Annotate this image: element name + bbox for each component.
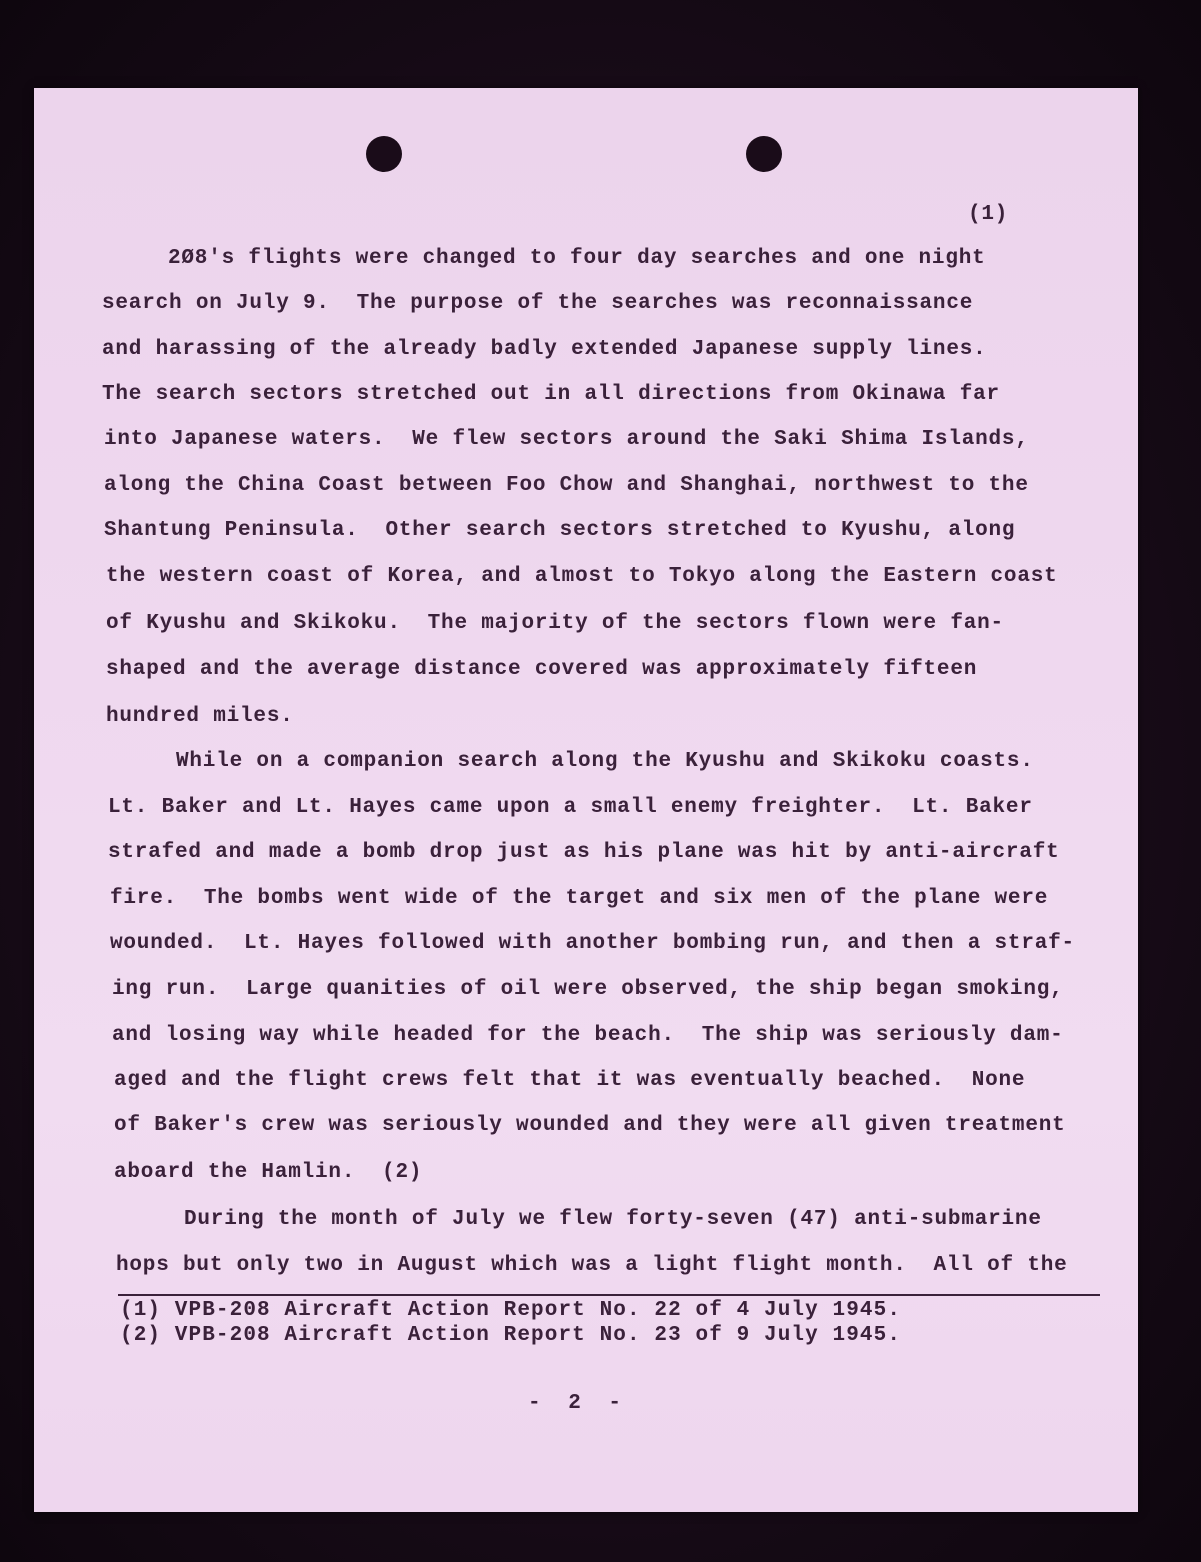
body-line: The search sectors stretched out in all directions from Okinawa far — [102, 383, 1000, 406]
body-line: ing run. Large quanities of oil were observed, the ship began smoking, — [112, 978, 1064, 1001]
body-line: into Japanese waters. We flew sectors around the Saki Shima Islands, — [104, 428, 1029, 451]
footnote-marker-top: (1) — [968, 203, 1009, 226]
body-line: along the China Coast between Foo Chow and Shanghai, northwest to the — [104, 474, 1029, 497]
body-line: Shantung Peninsula. Other search sectors stretched to Kyushu, along — [104, 519, 1016, 542]
page-number: - 2 - — [528, 1392, 622, 1415]
footnote: (1) VPB-208 Aircraft Action Report No. 22 of 4 July 1945. — [120, 1299, 902, 1322]
body-line: and losing way while headed for the beach. The ship was seriously dam- — [112, 1024, 1064, 1047]
body-line: fire. The bombs went wide of the target and six men of the plane were — [110, 887, 1049, 910]
punch-hole-right — [746, 136, 782, 172]
body-line: hops but only two in August which was a light flight month. All of the — [116, 1254, 1068, 1277]
body-line: While on a companion search along the Kyushu and Skikoku coasts. — [176, 750, 1034, 773]
body-line: hundred miles. — [106, 705, 294, 728]
body-line: aboard the Hamlin. (2) — [114, 1161, 423, 1184]
body-line: of Kyushu and Skikoku. The majority of the sectors flown were fan- — [106, 612, 1004, 635]
body-line: search on July 9. The purpose of the searches was reconnaissance — [102, 292, 974, 315]
punch-hole-left — [366, 136, 402, 172]
body-line: and harassing of the already badly extended Japanese supply lines. — [102, 338, 987, 361]
document-page — [34, 88, 1138, 1512]
body-line: aged and the flight crews felt that it was eventually beached. None — [114, 1069, 1026, 1092]
body-line: 2Ø8's flights were changed to four day searches and one night — [168, 247, 986, 270]
body-line: Lt. Baker and Lt. Hayes came upon a small enemy freighter. Lt. Baker — [108, 796, 1033, 819]
footnote-divider — [118, 1294, 1100, 1296]
body-line: the western coast of Korea, and almost to Tokyo along the Eastern coast — [106, 565, 1058, 588]
body-line: wounded. Lt. Hayes followed with another bombing run, and then a straf- — [110, 932, 1075, 955]
body-line: strafed and made a bomb drop just as his plane was hit by anti-aircraft — [108, 841, 1060, 864]
footnote: (2) VPB-208 Aircraft Action Report No. 23 of 9 July 1945. — [120, 1324, 902, 1347]
body-line: shaped and the average distance covered was approximately fifteen — [106, 658, 978, 681]
body-line: During the month of July we flew forty-seven (47) anti-submarine — [184, 1208, 1042, 1231]
body-line: of Baker's crew was seriously wounded and they were all given treatment — [114, 1114, 1066, 1137]
